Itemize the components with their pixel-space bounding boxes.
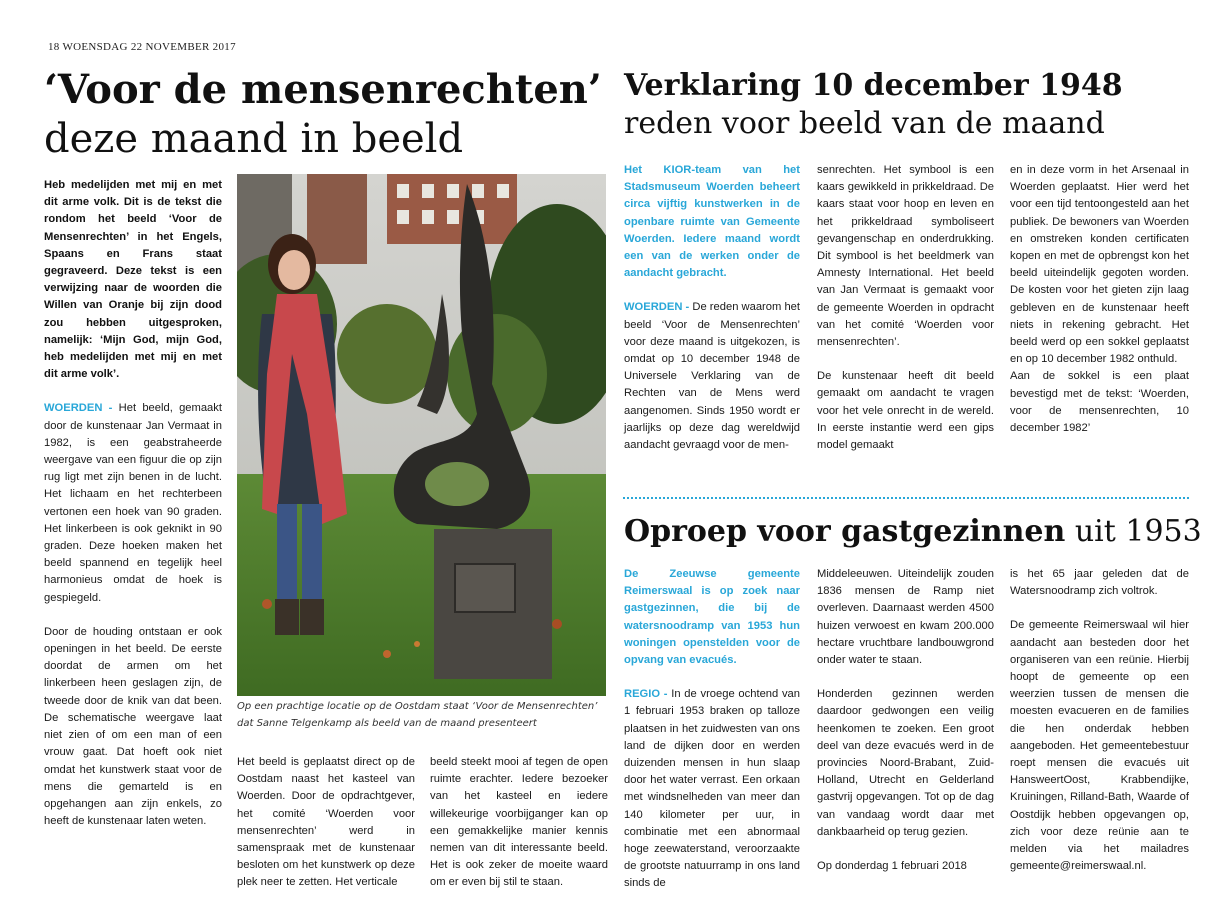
left-article-column-3	[430, 754, 608, 909]
right-article-c1: De reden waarom het beeld ‘Voor de Mensenrechten’ voor deze maand is uitgekozen, is omdat op 10 december 1948 de Universele Verklaring van de Rechten van de Mens werd aangenomen. Sinds 1950 wordt er jaarlijks op deze dag wereldwijd aandacht gevraagd voor de men-	[624, 301, 800, 452]
section-divider	[623, 497, 1189, 499]
page-folio: 18 WOENSDAG 22 NOVEMBER 2017	[48, 41, 236, 53]
right-article-c2-p2: De kunstenaar heeft dit beeld gemaakt om aandacht te vragen voor het vele onrecht in de wereld. In eerste instantie werd een gips model gemaakt	[817, 370, 994, 452]
bottom-article-c3-p2: De gemeente Reimerswaal wil hier aandacht aan besteden door het organiseren van een reünie. Hierbij hoopt de gemeente op een weerzien tussen de mensen die moesten evacueren en de families die hen onderdak hebben aangeboden. Het gemeentebestuur roept mensen die evacués uit HansweertOost, Krabbendijke, Kruiningen, Rilland-Bath, Waarde of Oostdijk hebben opgevangen op, zich voor deze reünie aan te melden via het mailadres gemeente@reimerswaal.nl.	[1010, 619, 1189, 873]
right-article-column-3	[1010, 162, 1189, 454]
bottom-article-c1: In de vroege ochtend van 1 februari 1953 braken op talloze plaatsen in het zuidwesten van ons land de dijken door en werden duizenden mensen in hun slaap door het water verrast. Een orkaan met windsnelheden van meer dan 140 kilometer per uur, in combinatie met een abnormaal hoge zeewaterstand, veroorzaakte de grootste natuurramp in ons land sinds de	[624, 688, 801, 890]
left-article-dateline: WOERDEN -	[44, 402, 119, 415]
headline-bottom	[624, 512, 1202, 552]
left-article-col2-text: Het beeld is geplaatst direct op de Oostdam naast het kasteel van Woerden. Door de opdrachtgever, het comité ‘Woerden voor mensenrechten’ werd in samenspraak met de kunstenaar besloten om het kunstwerk op deze plek neer te zetten. Het verticale	[237, 756, 415, 889]
left-article-p1: Het beeld, gemaakt door de kunstenaar Jan Vermaat in 1982, is een geabstraheerde weergave van een figuur die op zijn rug ligt met zijn benen in de lucht. Het lichaam en het rechterbeen vertonen een hoek van 90 graden. Het linkerbeen is ook geknikt in 90 graden. Deze hoeken maken het beeld spannend en tegelijk heel harmonieus omdat de hoek is gespiegeld.	[44, 402, 222, 604]
left-article-column-2	[237, 754, 415, 909]
headline-bottom-light: uit 1953	[1065, 514, 1202, 549]
bottom-article-dateline: REGIO -	[624, 688, 672, 701]
photo-caption: Op een prachtige locatie op de Oostdam staat ‘Voor de Mensenrechten’ dat Sanne Telgenkamp als beeld van de maand presenteert	[237, 701, 598, 729]
right-article-c2-p1: senrechten. Het symbool is een kaars gewikkeld in prikkeldraad. De kaars staat voor hoop en leven en het prikkeldraad symboliseert gevangenschap en onderdrukking. Dit symbool is het beeldmerk van Amnesty International. Het beeld van Jan Vermaat is gemaakt voor de gemeente Woerden in opdracht van het comité ‘Woerden voor mensenrechten’.	[817, 164, 994, 349]
headline-bottom-bold: Oproep voor gastgezinnen	[624, 514, 1066, 549]
right-article-dateline: WOERDEN -	[624, 301, 693, 314]
left-article-intro: Heb medelijden met mij en met dit arme volk. Dit is de tekst die rondom het beeld ‘Voor de Mensenrechten’ in het Engels, Spaans en Frans staat gegraveerd. Deze tekst is een verwijzing naar de woorden die Willen van Oranje bij zijn dood zou hebben uitgesproken, namelijk: ‘Mijn God, mijn God, heb medelijden met mij en met dit arme volk’.	[44, 179, 222, 381]
bottom-article-c2-p1: Middeleeuwen. Uiteindelijk zouden 1836 mensen de Ramp niet overleven. Daarnaast werden 4500 huizen verwoest en kwam 200.000 hectare vruchtbare landbouwgrond onder water te staan.	[817, 568, 994, 667]
right-article-column-2	[817, 162, 994, 471]
bottom-article-c3-p1: is het 65 jaar geleden dat de Watersnoodramp zich voltrok.	[1010, 568, 1189, 598]
bottom-article-column-1	[624, 566, 800, 910]
bottom-article-column-2	[817, 566, 994, 892]
right-article-c3-p2: Aan de sokkel is een plaat bevestigd met de tekst: ‘Woerden, voor de mensenrechten, 10 december 1982’	[1010, 370, 1189, 435]
headline-right: Verklaring 10 december 1948	[624, 68, 1123, 103]
headline-main: ‘Voor de mensenrechten’	[44, 66, 602, 113]
bottom-article-c2-p3: Op donderdag 1 februari 2018	[817, 860, 967, 873]
bottom-article-intro: De Zeeuwse gemeente Reimerswaal is op zoek naar gastgezinnen, die bij de watersnoodramp van 1953 hun woningen openstelden voor de opvang van evacués.	[624, 568, 800, 667]
right-article-c3-p1: en in deze vorm in het Arsenaal in Woerden geplaatst. Hier werd het voor een tijd tentoongesteld aan het publiek. De bewoners van Woerden en omstreken konden certificaten kopen en met de opbrengst kon het beeld uiteindelijk gegoten worden. De kosten voor het gieten zijn laag gebleven en de kunstenaar heeft niets in rekening gebracht. Het beeld werd op een sokkel geplaatst en op 10 december 1982 onthuld.	[1010, 164, 1189, 366]
photo-illustration	[237, 174, 606, 696]
left-article-column-1	[44, 177, 222, 847]
headline-sub: deze maand in beeld	[44, 116, 464, 162]
right-article-intro: Het KIOR-team van het Stadsmuseum Woerden beheert circa vijftig kunstwerken in de openbare ruimte van Gemeente Woerden. Iedere maand wordt een van de werken onder de aandacht gebracht.	[624, 164, 800, 280]
left-article-col3-text: beeld steekt mooi af tegen de open ruimte erachter. Iedere bezoeker van het kasteel en iedere willekeurige voorbijganger kan op een gemakkelijke manier kennis nemen van dit interessante beeld. Het is ook zeker de moeite waard om er even bij stil te staan.	[430, 756, 608, 889]
sculpture-photo	[237, 174, 606, 696]
subheadline-right: reden voor beeld van de maand	[624, 106, 1105, 141]
bottom-article-column-3	[1010, 566, 1189, 892]
right-article-column-1	[624, 162, 800, 471]
left-article-p2: Door de houding ontstaan er ook openingen in het beeld. De eerste doordat de armen om het linkerbeen heen geslagen zijn, de tweede door de knik van dat been. De schematische weergave laat niet zien of om een man of een vrouw gaat. Dat hoeft ook niet omdat het kunstwerk staat voor de mens die gemarteld is en opgehangen aan zijn enkels, zo heeft de kunstenaar laten weten.	[44, 625, 222, 828]
bottom-article-c2-p2: Honderden gezinnen werden daardoor gedwongen een veilig heenkomen te zoeken. Een groot deel van deze evacués werd in de provincies Noord-Brabant, Zuid-Holland, Utrecht en Gelderland gastvrij opgevangen. Tot op de dag van vandaag wordt daar met dankbaarheid op terug gezien.	[817, 688, 994, 838]
